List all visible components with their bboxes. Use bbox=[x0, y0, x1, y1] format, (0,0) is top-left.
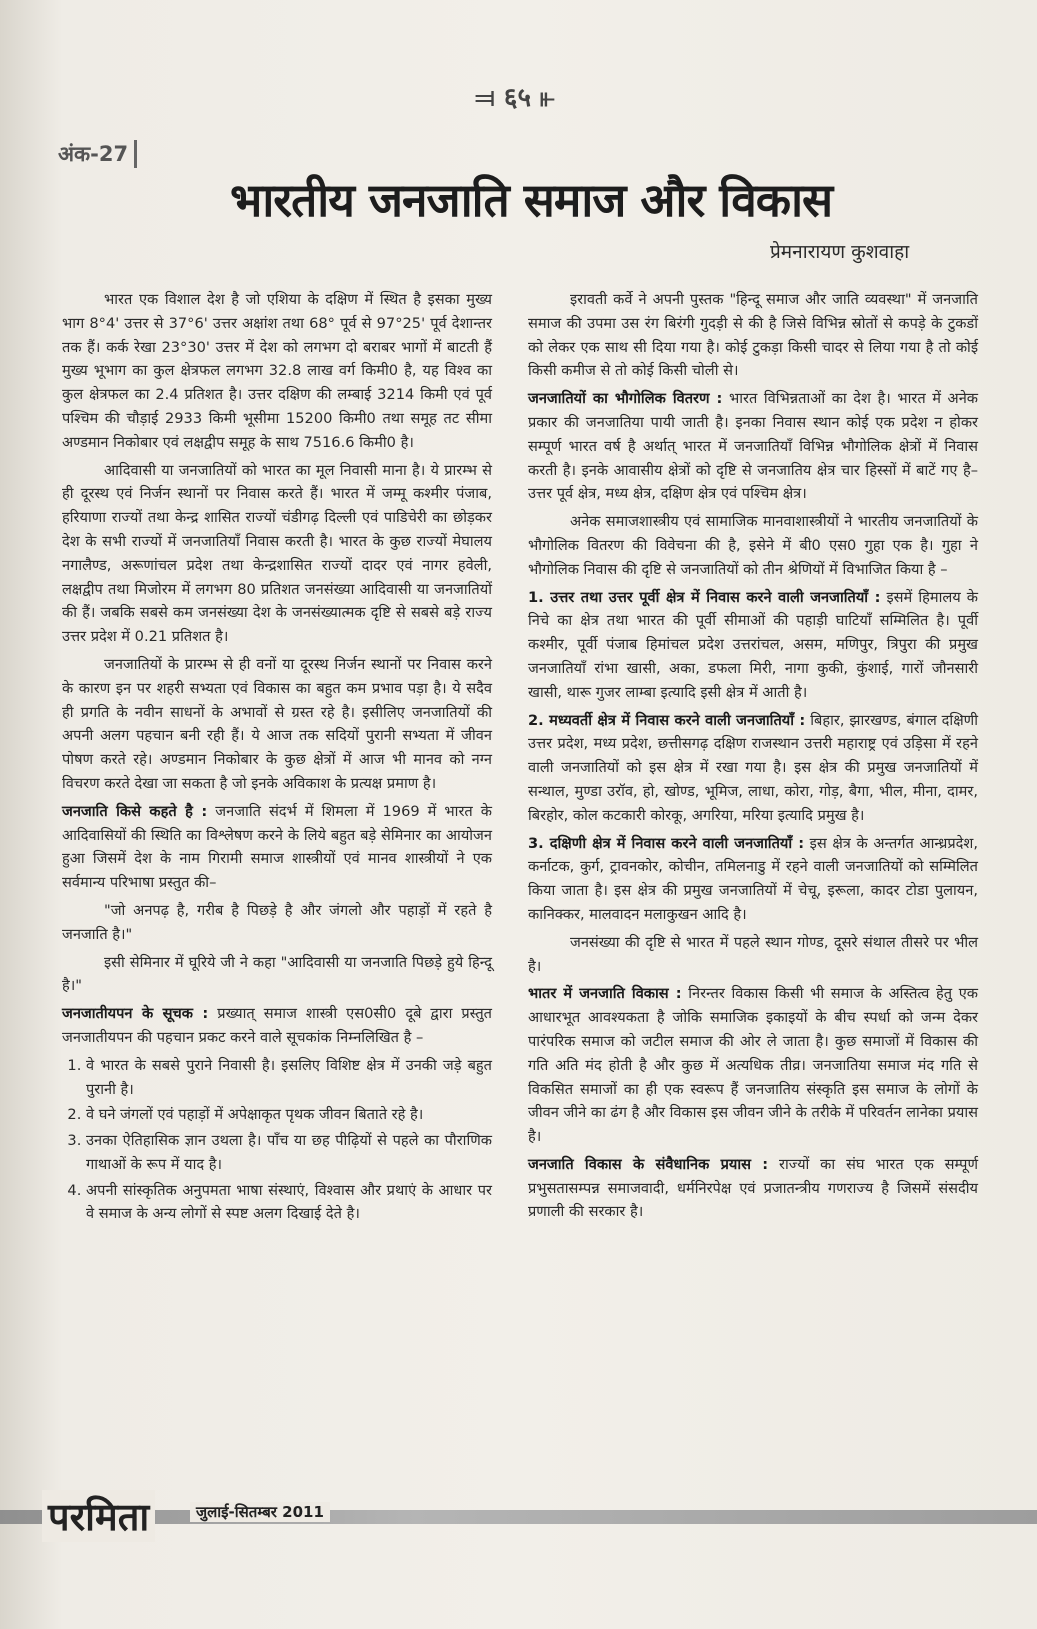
list-item: 4. अपनी सांस्कृतिक अनुपमता भाषा संस्थाएं, विश्वास और प्रथाएं के आधार पर वे समाज के अन्य लोगों से स्पष्ट अलग दिखाई देते है। bbox=[86, 1179, 492, 1227]
paragraph-text: इस क्षेत्र के अन्तर्गत आन्ध्रप्रदेश, कर्नाटक, कुर्ग, ट्रावनकोर, कोचीन, तमिलनाडु में रहने वाली जनजातियों को सम्मिलित किया जाता है। इस क्षेत्र की प्रमुख जनजातियों में चेचू, इरूला, कादर टोडा पुलायन, कानिक्कर, मालवादन मलाकुखन आदि है। bbox=[528, 834, 978, 923]
paragraph-text: निरन्तर विकास किसी भी समाज के अस्तित्व हेतु एक आधारभूत आवश्यकता है जोकि समाजिक इकाइयों के बीच स्पर्धा को जन्म देकर पारंपरिक समाज को जटील समाज की ओर ले जाता है। कुछ समाजों में विकास की गति अति मंद होती है और कुछ में अत्यधिक तीव्र। जनजातिया समाज मंद गति से विकसित समाजों का ही एक स्वरूप हैं जनजातिय संस्कृति इस समाज के लोगों के जीवन जीने का ढंग है और विकास इस जीवन जीने के तरीके में परिवर्तन लानेका प्रयास है। bbox=[528, 985, 978, 1146]
issue-tag: अंक-27 bbox=[58, 140, 137, 168]
indicator-list bbox=[62, 1054, 492, 1227]
paragraph: अनेक समाजशास्त्रीय एवं सामाजिक मानवाशास्त्रीयों ने भारतीय जनजातियों के भौगोलिक वितरण की विवेचना की है, इसेने में बी0 एस0 गुहा एक है। गुहा ने भौगोलिक निवास की दृष्टि से जनजातियों को तीन श्रेणियों में विभाजित किया है – bbox=[528, 513, 978, 578]
paragraph bbox=[62, 800, 492, 895]
section-heading: भातर में जनजाति विकास : bbox=[528, 985, 682, 1003]
paragraph bbox=[528, 709, 978, 828]
paragraph: आदिवासी या जनजातियों को भारत का मूल निवासी माना है। ये प्रारम्भ से ही दूरस्थ एवं निर्जन स्थानों पर निवास करते हैं। भारत में जम्मू कश्मीर पंजाब, हरियाणा राज्यों तथा केन्द्र शासित राज्यों चंडीगढ़ दिल्ली एवं पाडिचेरी का छोड़कर देश के सभी राज्यों में जनजातियाँ निवास करती है। भारत के कुछ राज्यों मेघालय नगालैण्ड, अरूणांचल प्रदेश तथा केन्द्रशासित राज्यों दादर एवं नागर हवेली, लक्षद्वीप तथा मिजोरम में लगभग 80 प्रतिशत जनसंख्या आदिवासी या जनजातियों की हैं। जबकि सबसे कम जनसंख्या देश के जनसंख्यात्मक दृष्टि से सबसे बड़े राज्य उत्तर प्रदेश में 0.21 प्रतिशत है। bbox=[62, 461, 492, 646]
section-heading: जनजातीयपन के सूचक : bbox=[62, 1005, 209, 1023]
paragraph bbox=[528, 1153, 978, 1224]
section-heading: 2. मध्यवर्ती क्षेत्र में निवास करने वाली जनजातियाँ : bbox=[528, 711, 806, 729]
paragraph-text: बिहार, झारखण्ड, बंगाल दक्षिणी उत्तर प्रदेश, मध्य प्रदेश, छत्तीसगढ़ दक्षिण राजस्थान उत्तरी महाराष्ट्र एवं उड़िसा में रहने वाली जनजातियों को इस क्षेत्र में रखा गया है। इस क्षेत्र की प्रमुख जनजातियों में सन्थाल, मुण्डा उरॉव, हो, खोण्ड, भूमिज, लाधा, कोरा, गोड़, बैगा, भील, मीना, दामर, बिरहोर, कोल कटकारी कोरकू, अगरिया, मरिया इत्यादि प्रमुख है। bbox=[528, 711, 979, 824]
paragraph-text: राज्यों का संघ भारत एक सम्पूर्ण प्रभुसतासम्पन्न समाजवादी, धर्मनिरपेक्ष एवं प्रजातन्त्रीय गणराज्य है जिसमें संसदीय प्रणाली की सरकार है। bbox=[528, 1155, 978, 1221]
quote: इसी सेमिनार में घूरिये जी ने कहा "आदिवासी या जनजाति पिछड़े हुये हिन्दू है।" bbox=[62, 953, 492, 995]
article-author: प्रेमनारायण कुशवाहा bbox=[770, 241, 910, 263]
left-column bbox=[62, 288, 492, 1228]
page-number: ⫤ ६५ ⫦ bbox=[475, 83, 555, 113]
paragraph-text: इसमें हिमालय के निचे का क्षेत्र तथा भारत की पूर्वी सीमाओं की पहाड़ी घाटियाँ सम्मिलित है। पूर्वी कश्मीर, पूर्वी पंजाब हिमांचल प्रदेश उत्तरांचल, असम, मणिपुर, त्रिपुरा की प्रमुख जनजातियाँ रांभा खासी, अका, डफला मिरी, नागा कुकी, कुंशाई, गारों जौनसारी खासी, थारू गुजर लाम्बा इत्यादि इसी क्षेत्र में आती है। bbox=[528, 588, 978, 701]
section-heading: जनजाति विकास के संवैधानिक प्रयास : bbox=[528, 1155, 769, 1173]
quote: "जो अनपढ़ है, गरीब है पिछड़े है और जंगलो और पहाड़ों में रहते है जनजाति है।" bbox=[62, 901, 492, 943]
section-heading: 1. उत्तर तथा उत्तर पूर्वी क्षेत्र में निवास करने वाली जनजातियाँ : bbox=[528, 588, 881, 606]
list-item: 3. उनका ऐतिहासिक ज्ञान उथला है। पाँच या छह पीढ़ियों से पहले का पौराणिक गाथाओं के रूप में याद है। bbox=[86, 1129, 492, 1177]
list-item: 1. वे भारत के सबसे पुराने निवासी है। इसलिए विशिष्ट क्षेत्र में उनकी जड़े बहुत पुरानी है। bbox=[86, 1054, 492, 1102]
section-heading: 3. दक्षिणी क्षेत्र में निवास करने वाली जनजातियाँ : bbox=[528, 834, 805, 852]
page-footer bbox=[0, 1490, 1037, 1550]
paragraph: इरावती कर्वे ने अपनी पुस्तक "हिन्दू समाज और जाति व्यवस्था" में जनजाति समाज की उपमा उस रंग बिरंगी गुदड़ी से की है जिसे विभिन्न स्रोतों से कपड़े के टुकडों को लेकर एक साथ सी दिया गया है। कोई टुकड़ा किसी चादर से लिया गया है तो कोई किसी कमीज से तो कोई किसी चोली से। bbox=[528, 291, 978, 380]
paragraph: जनसंख्या की दृष्टि से भारत में पहले स्थान गोण्ड, दूसरे संथाल तीसरे पर भील है। bbox=[528, 933, 978, 975]
magazine-logo: परमिता bbox=[42, 1490, 155, 1542]
paragraph-text: प्रख्यात् समाज शास्त्री एस0सी0 दूबे द्वारा प्रस्तुत जनजातीयपन की पहचान प्रकट करने वाले सूचकांक निम्नलिखित है – bbox=[62, 1005, 492, 1046]
issue-date: जुलाई-सितम्बर 2011 bbox=[190, 1502, 330, 1522]
section-heading: जनजाति किसे कहते है : bbox=[62, 802, 208, 820]
list-item: 2. वे घने जंगलों एवं पहाड़ों में अपेक्षाकृत पृथक जीवन बिताते रहे है। bbox=[86, 1103, 492, 1127]
paragraph bbox=[528, 387, 978, 506]
paragraph-text: जनजाति संदर्भ में शिमला में 1969 में भारत के आदिवासियों की स्थिति का विश्लेषण करने के लिये बहुत बड़े सेमिनार का आयोजन हुआ जिसमें देश के नाम गिरामी समाज शास्त्रीयों एवं मानव शास्त्रीयों ने एक सर्वमान्य परिभाषा प्रस्तुत की– bbox=[62, 802, 492, 892]
paragraph bbox=[528, 982, 978, 1149]
paragraph bbox=[528, 832, 978, 927]
paragraph bbox=[528, 586, 978, 705]
footer-band bbox=[0, 1510, 1037, 1524]
right-column bbox=[528, 288, 978, 1228]
paragraph: भारत एक विशाल देश है जो एशिया के दक्षिण में स्थित है इसका मुख्य भाग 8°4' उत्तर से 37°6' उत्तर अक्षांश तथा 68° पूर्व से 97°25' पूर्व देशान्तर तक हैं। कर्क रेखा 23°30' उत्तर में देश को लगभग दो बराबर भागों में बाटती हैं मुख्य भूभाग का कुल क्षेत्रफल लगभग 32.8 लाख वर्ग किमी0 है, यह विश्व का कुल क्षेत्रफल का 2.4 प्रतिशत है। उत्तर दक्षिण की लम्बाई 3214 किमी एवं पूर्व पश्चिम की चौड़ाई 2933 किमी भूसीमा 15200 किमी0 तथा समूह तट सीमा अण्डमान निकोबार एवं लक्षद्वीप समूह के साथ 7516.6 किमी0 है। bbox=[62, 291, 492, 451]
article-title: भारतीय जनजाति समाज और विकास bbox=[230, 173, 833, 227]
paragraph-text: भारत विभिन्नताओं का देश है। भारत में अनेक प्रकार की जनजातिया पायी जाती है। इनका निवास स्थान कोई एक प्रदेश न होकर सम्पूर्ण भारत वर्ष है अर्थात् भारत में जनजातियाँ विभिन्न भौगोलिक क्षेत्रों में निवास करती है। इनके आवासीय क्षेत्रों को दृष्टि से जनजातिय क्षेत्र चार हिस्सों में बाटें गए है– उत्तर पूर्व क्षेत्र, मध्य क्षेत्र, दक्षिण क्षेत्र एवं पश्चिम क्षेत्र। bbox=[528, 390, 978, 503]
paragraph: जनजातियों के प्रारम्भ से ही वनों या दूरस्थ निर्जन स्थानों पर निवास करने के कारण इन पर शहरी सभ्यता एवं विकास का बहुत कम प्रभाव पड़ा है। ये सदैव ही प्रगति के नवीन साधनों के अभावों से ग्रस्त रहे है। इसीलिए जनजातियों की अपनी अलग पहचान बनी रही हैं। ये आज तक सदियों पुरानी सभ्यता में जीवन पोषण करते रहे। अण्डमान निकोबार के कुछ क्षेत्रों में आज भी मानव को नग्न विचरण करते देखा जा सकता है जो इनके अविकाश के प्रत्यक्ष प्रमाण है। bbox=[62, 655, 492, 792]
paragraph bbox=[62, 1002, 492, 1050]
section-heading: जनजातियों का भौगोलिक वितरण : bbox=[528, 390, 723, 408]
